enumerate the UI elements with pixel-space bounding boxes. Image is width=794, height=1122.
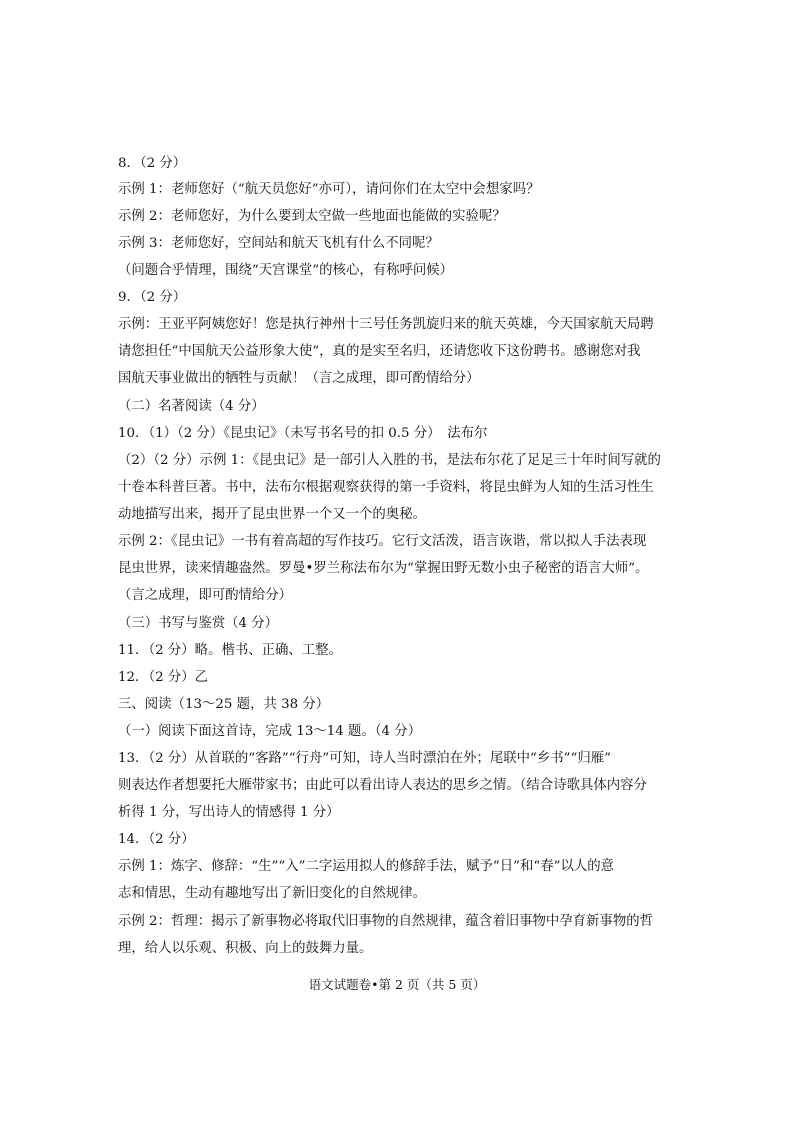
answer-line: 示例 3：老师您好，空间站和航天飞机有什么不同呢？ <box>118 236 439 251</box>
answer-line: 十卷本科普巨著。书中，法布尔根据观察获得的第一手资料，将昆虫鲜为人知的生活习性生 <box>118 480 654 495</box>
answer-line: 示例 2：《昆虫记》一书有着高超的写作技巧。它行文活泼，语言诙谐，常以拟人手法表现 <box>118 534 647 549</box>
answer-line: 示例 1：炼字、修辞：“生”“入”二字运用拟人的修辞手法，赋予“日”和“春”以人的意 <box>118 859 615 874</box>
answer-line: 12．（2 分）乙 <box>118 670 209 685</box>
answer-line: 14．（2 分） <box>118 832 195 847</box>
answer-line: 10．（1）（2 分）《昆虫记》（未写书名号的扣 0.5 分） 法布尔 <box>118 426 488 441</box>
answer-line: 9．（2 分） <box>118 290 187 305</box>
answer-line: 示例 2：老师您好，为什么要到太空做一些地面也能做的实验呢？ <box>118 209 506 224</box>
answer-line: 三、阅读（13～25 题，共 38 分） <box>118 697 330 712</box>
answer-line: （二）名著阅读（4 分） <box>118 399 265 414</box>
answer-line: 示例：王亚平阿姨您好！您是执行神州十三号任务凯旋归来的航天英雄，今天国家航天局聘 <box>118 317 654 332</box>
answer-line: 8．（2 分） <box>118 156 187 171</box>
answer-line: 动地描写出来，揭开了昆虫世界一个又一个的奥秘。 <box>118 507 426 522</box>
answer-line: 志和情思，生动有趣地写出了新旧变化的自然规律。 <box>118 886 426 901</box>
answer-line: 昆虫世界，读来情趣盎然。罗曼•罗兰称法布尔为“掌握田野无数小虫子秘密的语言大师”。 <box>118 561 649 576</box>
page-footer: 语文试题卷•第 2 页（共 5 页） <box>308 977 486 992</box>
answer-line: 示例 1：老师您好（“航天员您好”亦可），请问你们在太空中会想家吗？ <box>118 182 540 197</box>
answer-line: （问题合乎情理，围绕“天宫课堂”的核心，有称呼问候） <box>118 263 454 278</box>
answer-line: （三）书写与鉴赏（4 分） <box>118 616 279 631</box>
answer-line: （2）（2 分）示例 1：《昆虫记》是一部引人入胜的书，是法布尔花了足足三十年时间写就的 <box>118 453 661 468</box>
answer-line: 则表达作者想要托大雁带家书；由此可以看出诗人表达的思乡之情。（结合诗歌具体内容分 <box>118 778 647 793</box>
answer-line: 理，给人以乐观、积极、向上的鼓舞力量。 <box>118 941 373 956</box>
answer-line: 13．（2 分）从首联的“客路”“行舟”可知，诗人当时漂泊在外；尾联中“乡书”“归雁” <box>118 751 611 766</box>
answer-line: 国航天事业做出的牺牲与贡献！（言之成理，即可酌情给分） <box>118 371 480 386</box>
answer-line: 示例 2：哲理：揭示了新事物必将取代旧事物的自然规律，蕴含着旧事物中孕育新事物的哲 <box>118 914 654 929</box>
answer-line: （一）阅读下面这首诗，完成 13～14 题。（4 分） <box>118 724 422 739</box>
answer-line: 请您担任“中国航天公益形象大使”，真的是实至名归，还请您收下这份聘书。感谢您对我 <box>118 344 641 359</box>
answer-line: 11．（2 分）略。楷书、正确、工整。 <box>118 643 342 658</box>
answer-line: 析得 1 分，写出诗人的情感得 1 分） <box>118 805 340 820</box>
answer-line: （言之成理，即可酌情给分） <box>118 588 293 603</box>
